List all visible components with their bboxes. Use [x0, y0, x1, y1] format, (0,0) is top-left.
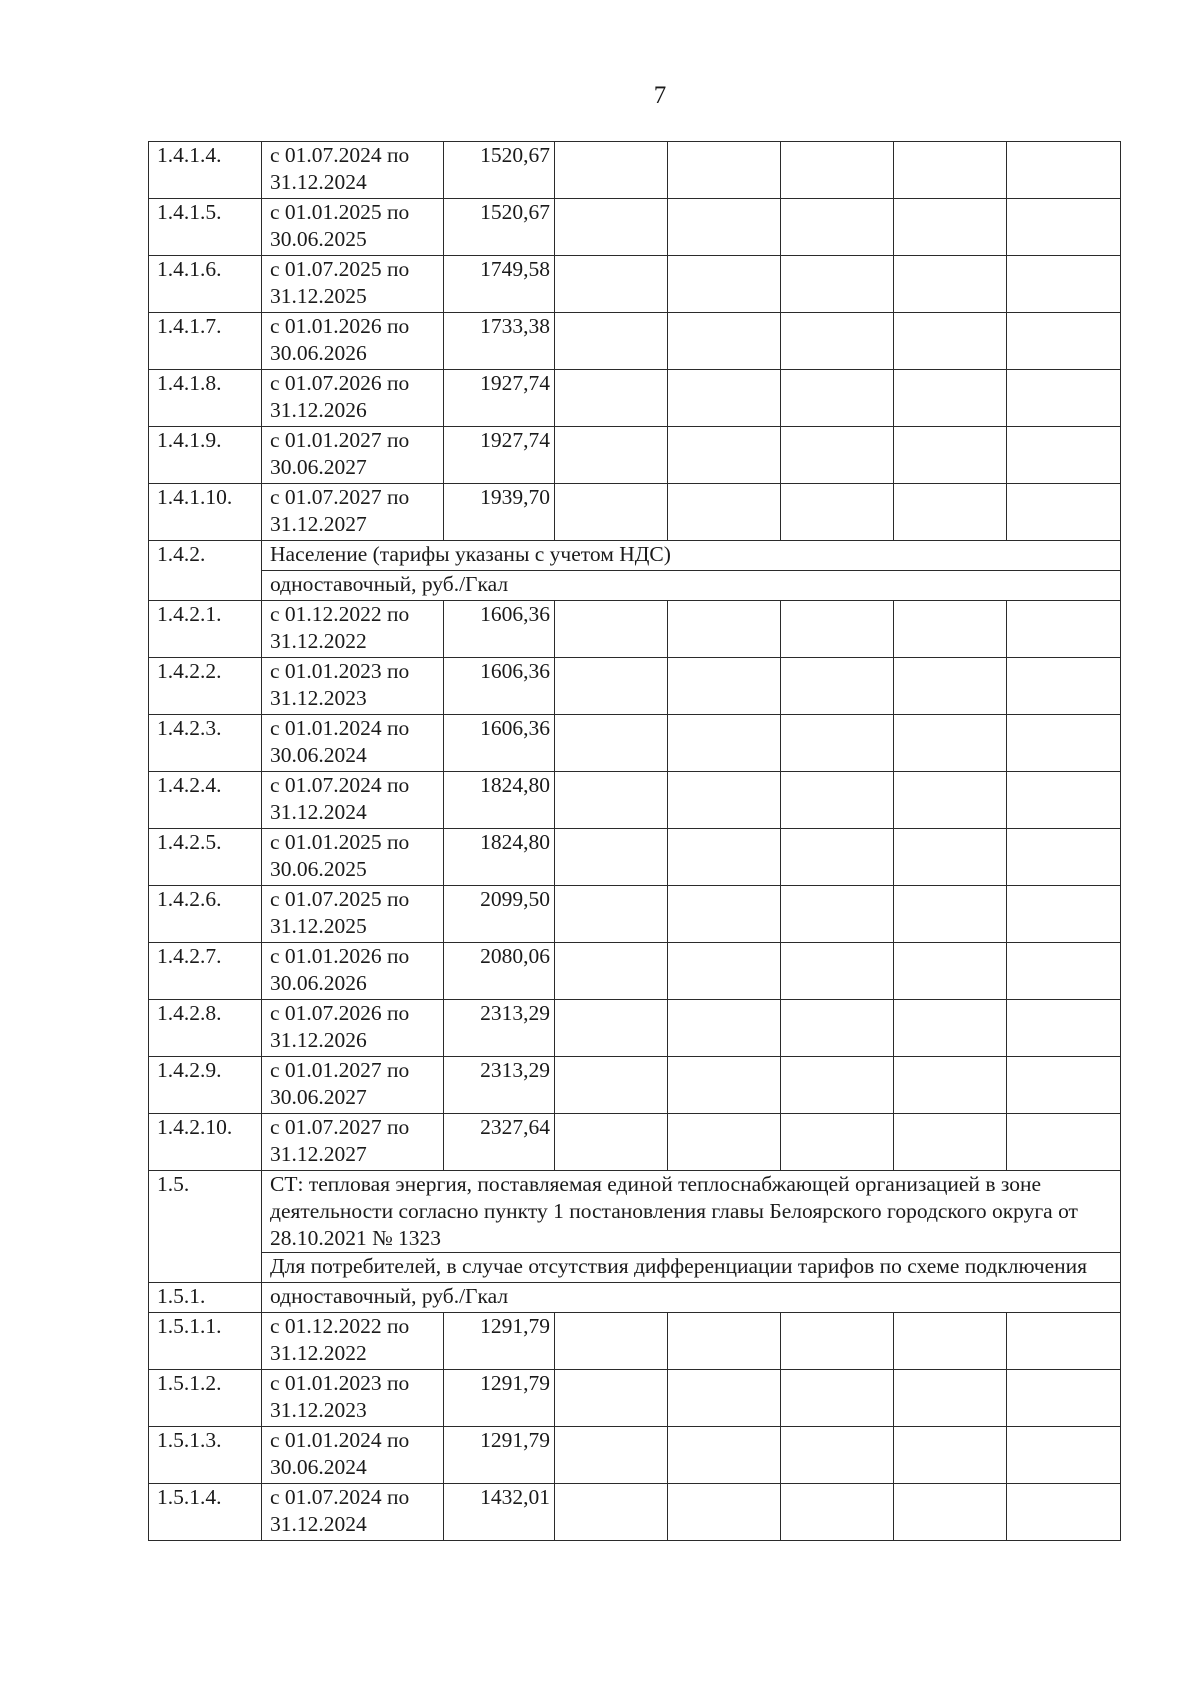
empty-cell [781, 427, 894, 484]
empty-cell [668, 313, 781, 370]
tariff-value-cell: 2327,64 [444, 1114, 555, 1171]
row-number-cell: 1.4.1.8. [149, 370, 262, 427]
empty-cell [894, 886, 1007, 943]
empty-cell [1007, 1000, 1121, 1057]
empty-cell [555, 1313, 668, 1370]
empty-cell [555, 199, 668, 256]
empty-cell [668, 1000, 781, 1057]
empty-cell [894, 484, 1007, 541]
tariff-value-cell: 1606,36 [444, 658, 555, 715]
empty-cell [555, 715, 668, 772]
empty-cell [781, 256, 894, 313]
subsection-number-cell: 1.5.1. [149, 1283, 262, 1313]
empty-cell [894, 829, 1007, 886]
empty-cell [781, 484, 894, 541]
table-row [149, 1057, 1121, 1114]
empty-cell [555, 601, 668, 658]
empty-cell [894, 1370, 1007, 1427]
empty-cell [894, 1114, 1007, 1171]
period-cell: с 01.01.2027 по 30.06.2027 [262, 1057, 444, 1114]
empty-cell [894, 1313, 1007, 1370]
empty-cell [555, 829, 668, 886]
empty-cell [1007, 772, 1121, 829]
row-number-cell: 1.4.2.7. [149, 943, 262, 1000]
empty-cell [781, 1313, 894, 1370]
empty-cell [1007, 1484, 1121, 1541]
period-cell: с 01.01.2026 по 30.06.2026 [262, 313, 444, 370]
empty-cell [781, 1370, 894, 1427]
section-subtitle-cell: одноставочный, руб./Гкал [262, 571, 1121, 601]
empty-cell [668, 199, 781, 256]
row-number-cell: 1.4.1.9. [149, 427, 262, 484]
empty-cell [1007, 1114, 1121, 1171]
period-cell: с 01.07.2024 по 31.12.2024 [262, 142, 444, 199]
empty-cell [894, 427, 1007, 484]
row-number-cell: 1.4.1.10. [149, 484, 262, 541]
tariff-value-cell: 1939,70 [444, 484, 555, 541]
row-number-cell: 1.4.1.5. [149, 199, 262, 256]
period-cell: с 01.07.2024 по 31.12.2024 [262, 1484, 444, 1541]
section-number-cell: 1.4.2. [149, 541, 262, 601]
section-subtitle-cell: Для потребителей, в случае отсутствия дифференциации тарифов по схеме подключения [262, 1253, 1121, 1283]
empty-cell [668, 427, 781, 484]
table-row [149, 427, 1121, 484]
tariff-value-cell: 2099,50 [444, 886, 555, 943]
table-row [149, 370, 1121, 427]
empty-cell [781, 1114, 894, 1171]
empty-cell [781, 1427, 894, 1484]
empty-cell [1007, 484, 1121, 541]
empty-cell [1007, 1313, 1121, 1370]
tariff-value-cell: 1520,67 [444, 142, 555, 199]
empty-cell [555, 943, 668, 1000]
tariff-table-body [149, 142, 1121, 1541]
empty-cell [1007, 829, 1121, 886]
empty-cell [668, 1313, 781, 1370]
empty-cell [781, 772, 894, 829]
table-row [149, 199, 1121, 256]
tariff-value-cell: 2313,29 [444, 1057, 555, 1114]
empty-cell [1007, 658, 1121, 715]
period-cell: с 01.01.2026 по 30.06.2026 [262, 943, 444, 1000]
page-number: 7 [653, 82, 667, 109]
empty-cell [894, 658, 1007, 715]
empty-cell [1007, 313, 1121, 370]
empty-cell [894, 715, 1007, 772]
empty-cell [781, 601, 894, 658]
empty-cell [1007, 370, 1121, 427]
table-row [149, 1427, 1121, 1484]
period-cell: с 01.01.2024 по 30.06.2024 [262, 715, 444, 772]
empty-cell [1007, 427, 1121, 484]
empty-cell [555, 484, 668, 541]
empty-cell [668, 943, 781, 1000]
empty-cell [555, 1114, 668, 1171]
empty-cell [894, 256, 1007, 313]
period-cell: с 01.01.2027 по 30.06.2027 [262, 427, 444, 484]
table-row [149, 1313, 1121, 1370]
period-cell: с 01.12.2022 по 31.12.2022 [262, 1313, 444, 1370]
row-number-cell: 1.5.1.3. [149, 1427, 262, 1484]
table-row [149, 256, 1121, 313]
empty-cell [668, 1114, 781, 1171]
table-row [149, 658, 1121, 715]
empty-cell [781, 829, 894, 886]
section-title-cell: Население (тарифы указаны с учетом НДС) [262, 541, 1121, 571]
empty-cell [1007, 199, 1121, 256]
section-number-cell: 1.5. [149, 1171, 262, 1283]
period-cell: с 01.07.2026 по 31.12.2026 [262, 370, 444, 427]
empty-cell [555, 658, 668, 715]
tariff-value-cell: 1520,67 [444, 199, 555, 256]
empty-cell [555, 1000, 668, 1057]
empty-cell [668, 772, 781, 829]
tariff-value-cell: 1749,58 [444, 256, 555, 313]
empty-cell [894, 199, 1007, 256]
tariff-value-cell: 1927,74 [444, 370, 555, 427]
empty-cell [781, 1057, 894, 1114]
empty-cell [894, 943, 1007, 1000]
empty-cell [668, 142, 781, 199]
empty-cell [894, 1057, 1007, 1114]
empty-cell [668, 1057, 781, 1114]
section-title-cell: СТ: тепловая энергия, поставляемая единой теплоснабжающей организацией в зоне деятельности согласно пункту 1 постановления главы Белоярского городского округа от 28.10.2021 № 1323 [262, 1171, 1121, 1253]
empty-cell [555, 1427, 668, 1484]
section-row [149, 1253, 1121, 1283]
period-cell: с 01.07.2025 по 31.12.2025 [262, 886, 444, 943]
section-row [149, 571, 1121, 601]
period-cell: с 01.01.2025 по 30.06.2025 [262, 199, 444, 256]
empty-cell [781, 199, 894, 256]
row-number-cell: 1.4.1.7. [149, 313, 262, 370]
empty-cell [555, 772, 668, 829]
row-number-cell: 1.5.1.4. [149, 1484, 262, 1541]
table-row [149, 1370, 1121, 1427]
tariff-value-cell: 1291,79 [444, 1427, 555, 1484]
empty-cell [1007, 886, 1121, 943]
empty-cell [781, 1000, 894, 1057]
subsection-row [149, 1283, 1121, 1313]
empty-cell [555, 427, 668, 484]
subsection-title-cell: одноставочный, руб./Гкал [262, 1283, 1121, 1313]
row-number-cell: 1.4.2.1. [149, 601, 262, 658]
tariff-value-cell: 1927,74 [444, 427, 555, 484]
empty-cell [668, 1427, 781, 1484]
empty-cell [668, 256, 781, 313]
table-row [149, 601, 1121, 658]
empty-cell [1007, 256, 1121, 313]
empty-cell [668, 829, 781, 886]
row-number-cell: 1.4.2.5. [149, 829, 262, 886]
empty-cell [555, 886, 668, 943]
table-row [149, 1114, 1121, 1171]
empty-cell [668, 1370, 781, 1427]
empty-cell [555, 142, 668, 199]
empty-cell [894, 1427, 1007, 1484]
empty-cell [1007, 1427, 1121, 1484]
period-cell: с 01.01.2023 по 31.12.2023 [262, 658, 444, 715]
tariff-value-cell: 2080,06 [444, 943, 555, 1000]
empty-cell [894, 772, 1007, 829]
empty-cell [668, 658, 781, 715]
table-row [149, 484, 1121, 541]
empty-cell [781, 715, 894, 772]
row-number-cell: 1.4.2.9. [149, 1057, 262, 1114]
empty-cell [894, 1000, 1007, 1057]
empty-cell [555, 1484, 668, 1541]
empty-cell [781, 658, 894, 715]
period-cell: с 01.07.2026 по 31.12.2026 [262, 1000, 444, 1057]
section-row [149, 541, 1121, 571]
table-row [149, 943, 1121, 1000]
period-cell: с 01.01.2025 по 30.06.2025 [262, 829, 444, 886]
row-number-cell: 1.4.2.4. [149, 772, 262, 829]
empty-cell [781, 886, 894, 943]
empty-cell [1007, 943, 1121, 1000]
row-number-cell: 1.4.2.8. [149, 1000, 262, 1057]
empty-cell [555, 256, 668, 313]
empty-cell [668, 886, 781, 943]
empty-cell [1007, 142, 1121, 199]
row-number-cell: 1.5.1.2. [149, 1370, 262, 1427]
table-row [149, 715, 1121, 772]
section-row [149, 1171, 1121, 1253]
period-cell: с 01.07.2027 по 31.12.2027 [262, 484, 444, 541]
table-row [149, 313, 1121, 370]
table-row [149, 142, 1121, 199]
empty-cell [668, 715, 781, 772]
table-row [149, 1000, 1121, 1057]
empty-cell [894, 313, 1007, 370]
row-number-cell: 1.5.1.1. [149, 1313, 262, 1370]
empty-cell [1007, 715, 1121, 772]
empty-cell [781, 943, 894, 1000]
empty-cell [668, 1484, 781, 1541]
empty-cell [1007, 601, 1121, 658]
tariff-value-cell: 1824,80 [444, 829, 555, 886]
row-number-cell: 1.4.1.6. [149, 256, 262, 313]
empty-cell [781, 1484, 894, 1541]
tariff-value-cell: 1606,36 [444, 715, 555, 772]
table-row [149, 772, 1121, 829]
tariff-value-cell: 1824,80 [444, 772, 555, 829]
empty-cell [781, 370, 894, 427]
period-cell: с 01.07.2027 по 31.12.2027 [262, 1114, 444, 1171]
row-number-cell: 1.4.2.2. [149, 658, 262, 715]
period-cell: с 01.01.2023 по 31.12.2023 [262, 1370, 444, 1427]
period-cell: с 01.12.2022 по 31.12.2022 [262, 601, 444, 658]
empty-cell [781, 142, 894, 199]
table-row [149, 829, 1121, 886]
empty-cell [668, 601, 781, 658]
empty-cell [555, 1370, 668, 1427]
empty-cell [894, 601, 1007, 658]
tariff-value-cell: 2313,29 [444, 1000, 555, 1057]
period-cell: с 01.01.2024 по 30.06.2024 [262, 1427, 444, 1484]
empty-cell [668, 484, 781, 541]
tariff-value-cell: 1432,01 [444, 1484, 555, 1541]
tariff-value-cell: 1291,79 [444, 1370, 555, 1427]
table-row [149, 1484, 1121, 1541]
empty-cell [894, 1484, 1007, 1541]
row-number-cell: 1.4.2.6. [149, 886, 262, 943]
empty-cell [555, 1057, 668, 1114]
tariff-value-cell: 1606,36 [444, 601, 555, 658]
row-number-cell: 1.4.1.4. [149, 142, 262, 199]
row-number-cell: 1.4.2.3. [149, 715, 262, 772]
empty-cell [1007, 1057, 1121, 1114]
row-number-cell: 1.4.2.10. [149, 1114, 262, 1171]
empty-cell [555, 313, 668, 370]
period-cell: с 01.07.2025 по 31.12.2025 [262, 256, 444, 313]
empty-cell [1007, 1370, 1121, 1427]
period-cell: с 01.07.2024 по 31.12.2024 [262, 772, 444, 829]
table-row [149, 886, 1121, 943]
tariff-value-cell: 1733,38 [444, 313, 555, 370]
empty-cell [894, 370, 1007, 427]
empty-cell [781, 313, 894, 370]
empty-cell [894, 142, 1007, 199]
empty-cell [668, 370, 781, 427]
tariff-table [148, 141, 1121, 1541]
tariff-value-cell: 1291,79 [444, 1313, 555, 1370]
empty-cell [555, 370, 668, 427]
